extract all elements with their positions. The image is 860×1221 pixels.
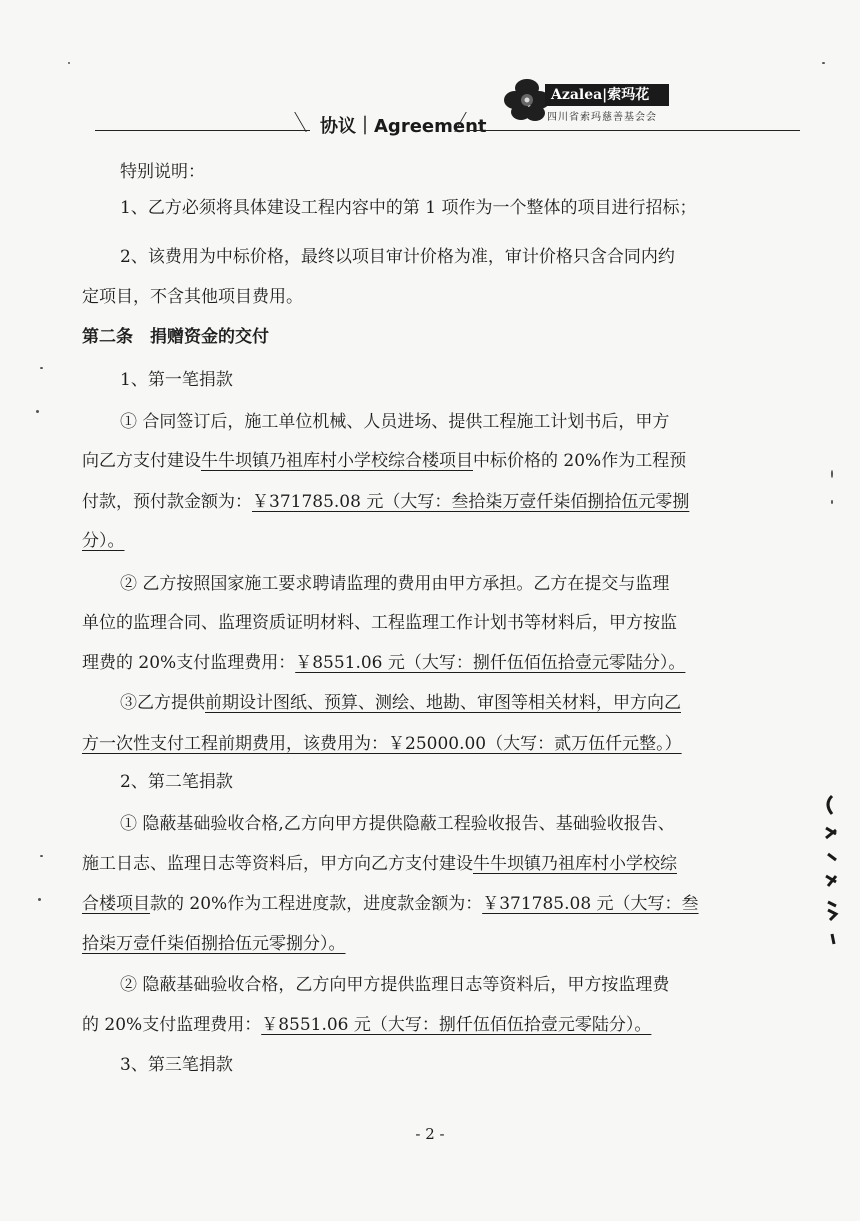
page-number: - 2 - (415, 1125, 445, 1143)
scan-speck (822, 62, 825, 64)
payment-1-heading: 1、第一笔捐款 (120, 370, 233, 390)
payment-2-item-1-line-4 (82, 932, 346, 956)
amount-underlined: ￥371785.08 元（大写：叁 (482, 894, 699, 914)
project-name-underlined: 牛牛坝镇乃祖库村小学校综合楼项目 (201, 451, 473, 471)
payment-1-item-3-line-1 (120, 691, 681, 715)
payment-1-item-3-line-2 (82, 732, 682, 756)
project-name-underlined: 牛牛坝镇乃祖库村小学校综 (473, 854, 677, 874)
payment-2-item-1-line-2 (82, 852, 677, 876)
text-segment: 理费的 20%支付监理费用： (82, 653, 296, 673)
text-segment: 施工日志、监理日志等资料后，甲方向乙方支付建设 (82, 854, 473, 874)
scan-speck (831, 470, 833, 478)
materials-underlined: 前期设计图纸、预算、测绘、地勘、审图等相关材料，甲方向乙 (205, 693, 681, 713)
text-segment: 款的 20%作为工程进度款，进度款金额为： (150, 894, 483, 914)
header-rule-right (470, 130, 800, 131)
text-segment: 的 20%支付监理费用： (82, 1015, 262, 1035)
payment-3-heading: 3、第三笔捐款 (120, 1055, 233, 1075)
text-segment: 付款，预付款金额为： (82, 492, 252, 512)
header-rule-left (95, 130, 310, 131)
foundation-logo (497, 70, 672, 130)
note-2-line-2: 定项目，不含其他项目费用。 (82, 287, 303, 307)
payment-2-item-1-line-3 (82, 892, 699, 916)
text-segment: ③乙方提供 (120, 693, 205, 713)
payment-1-item-2-line-1: ② 乙方按照国家施工要求聘请监理的费用由甲方承担。乙方在提交与监理 (120, 574, 670, 594)
note-2-line-1: 2、该费用为中标价格，最终以项目审计价格为准，审计价格只含合同内约 (120, 247, 675, 267)
binding-edge-mark (820, 790, 842, 950)
project-name-underlined: 合楼项目 (82, 894, 150, 914)
text-segment: 向乙方支付建设 (82, 451, 201, 471)
amount-underlined: ￥8551.06 元（大写：捌仟伍佰伍拾壹元零陆分）。 (261, 1015, 652, 1035)
payment-2-heading: 2、第二笔捐款 (120, 772, 233, 792)
payment-2-item-2-line-1: ② 隐蔽基础验收合格，乙方向甲方提供监理日志等资料后，甲方按监理费 (120, 975, 670, 995)
scan-speck (36, 410, 39, 413)
amount-underlined: 方一次性支付工程前期费用，该费用为：￥25000.00（大写：贰万伍仟元整。） (82, 734, 682, 754)
logo-brand: Azalea|索玛花 (545, 84, 669, 106)
payment-1-item-1-line-1: ① 合同签订后，施工单位机械、人员进场、提供工程施工计划书后，甲方 (120, 412, 670, 432)
header-title: 协议｜Agreement (320, 116, 487, 137)
scan-speck (831, 500, 833, 504)
payment-1-item-1-line-4 (82, 529, 125, 553)
logo-org-name: 四川省索玛慈善基会会 (547, 112, 657, 123)
scan-speck (40, 855, 43, 857)
amount-underlined: ￥371785.08 元（大写：叁拾柒万壹仟柒佰捌拾伍元零捌 (252, 492, 690, 512)
payment-1-item-2-line-3 (82, 651, 685, 675)
payment-1-item-2-line-2: 单位的监理合同、监理资质证明材料、工程监理工作计划书等材料后，甲方按监 (82, 613, 677, 633)
payment-2-item-1-line-1: ① 隐蔽基础验收合格,乙方向甲方提供隐蔽工程验收报告、基础验收报告、 (120, 814, 675, 834)
scan-speck (40, 367, 43, 369)
note-1: 1、乙方必须将具体建设工程内容中的第 1 项作为一个整体的项目进行招标； (120, 198, 697, 218)
amount-underlined: ￥8551.06 元（大写：捌仟伍佰伍拾壹元零陆分）。 (295, 653, 686, 673)
payment-2-item-2-line-2 (82, 1013, 651, 1037)
scan-speck (68, 62, 70, 64)
text-segment: 中标价格的 20%作为工程预 (473, 451, 687, 471)
amount-underlined: 分）。 (82, 531, 125, 551)
special-note-heading: 特别说明： (120, 162, 205, 182)
payment-1-item-1-line-3 (82, 490, 689, 514)
payment-1-item-1-line-2 (82, 449, 686, 473)
scan-speck (38, 898, 41, 901)
article-2-heading: 第二条 捐赠资金的交付 (82, 327, 269, 347)
amount-underlined: 拾柒万壹仟柒佰捌拾伍元零捌分）。 (82, 934, 346, 954)
